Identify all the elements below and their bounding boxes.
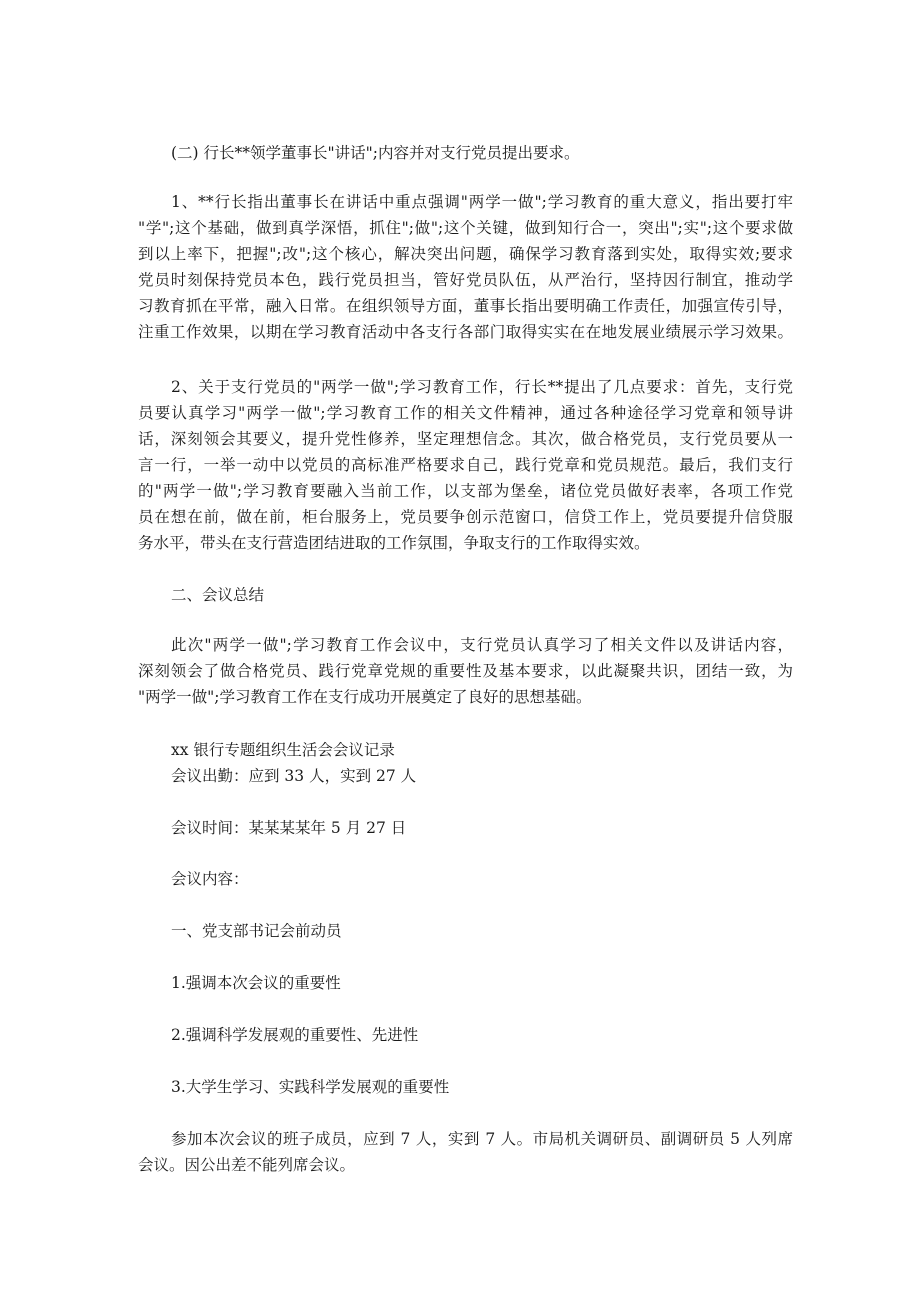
content-label: 会议内容：: [171, 870, 249, 888]
heading-summary: 二、会议总结: [171, 586, 265, 604]
paragraph-1: [138, 189, 793, 345]
section-heading-1: 一、党支部书记会前动员: [171, 922, 342, 940]
meeting-time: 会议时间：某某某某年 5 月 27 日: [171, 819, 407, 837]
paragraph-line: 话，深刻领会其要义，提升党性修养，坚定理想信念。其次，做合格党员，支行党员要从一: [138, 430, 793, 448]
record-title: xx 银行专题组织生活会会议记录: [171, 741, 395, 759]
paragraph-line: 习教育抓在平常，融入日常。在组织领导方面，董事长指出要明确工作责任，加强宣传引导，: [138, 297, 793, 315]
paragraph-line: 党员时刻保持党员本色，践行党员担当，管好党员队伍，从严治行，坚持因行制宜，推动学: [138, 271, 793, 289]
paragraph-line: 会议。因公出差不能列席会议。: [138, 1156, 356, 1174]
paragraph-line: 2、关于支行党员的"两学一做";学习教育工作，行长**提出了几点要求：首先，支行党: [171, 378, 793, 396]
paragraph-line: "两学一做";学习教育工作在支行成功开展奠定了良好的思想基础。: [138, 688, 592, 706]
paragraph-line: 务水平，带头在支行营造团结进取的工作氛围，争取支行的工作取得实效。: [138, 534, 650, 552]
record-header: [138, 737, 793, 789]
paragraph-2: [138, 374, 793, 556]
paragraph-line: 参加本次会议的班子成员，应到 7 人，实到 7 人。市局机关调研员、副调研员 5 人列席: [171, 1130, 793, 1148]
paragraph-line: 员在想在前，做在前，柜台服务上，党员要争创示范窗口，信贷工作上，党员要提升信贷服: [138, 508, 793, 526]
list-item-1: 1.强调本次会议的重要性: [171, 974, 341, 992]
paragraph-line: "学";这个基础，做到真学深悟，抓住";做";这个关键，做到知行合一，突出";实";这个要求做: [138, 219, 793, 237]
paragraph-line: 到以上率下，把握";改";这个核心，解决突出问题，确保学习教育落到实处，取得实效;要求: [138, 245, 793, 263]
list-item-2: 2.强调科学发展观的重要性、先进性: [171, 1026, 419, 1044]
paragraph-summary: [138, 632, 793, 710]
paragraph-line: 此次"两学一做";学习教育工作会议中，支行党员认真学习了相关文件以及讲话内容，: [171, 636, 793, 654]
paragraph-line: 深刻领会了做合格党员、践行党章党规的重要性及基本要求，以此凝聚共识，团结一致，为: [138, 662, 793, 680]
paragraph-line: 言一行，一举一动中以党员的高标准严格要求自己，践行党章和党员规范。最后，我们支行: [138, 456, 793, 474]
paragraph-participants: [138, 1126, 793, 1178]
paragraph-line: 注重工作效果，以期在学习教育活动中各支行各部门取得实实在在地发展业绩展示学习效果。: [138, 323, 793, 341]
attendance: 会议出勤：应到 33 人，实到 27 人: [171, 767, 417, 785]
paragraph-line: 的"两学一做";学习教育要融入当前工作，以支部为堡垒，诸位党员做好表率，各项工作党: [138, 482, 793, 500]
paragraph-line: 1、**行长指出董事长在讲话中重点强调"两学一做";学习教育的重大意义，指出要打牢: [171, 193, 793, 211]
list-item-3: 3.大学生学习、实践科学发展观的重要性: [171, 1078, 450, 1096]
paragraph-line: 员要认真学习"两学一做";学习教育工作的相关文件精神，通过各种途径学习党章和领导讲: [138, 404, 793, 422]
heading-leader-speech: (二) 行长**领学董事长"讲话";内容并对支行党员提出要求。: [171, 144, 580, 162]
